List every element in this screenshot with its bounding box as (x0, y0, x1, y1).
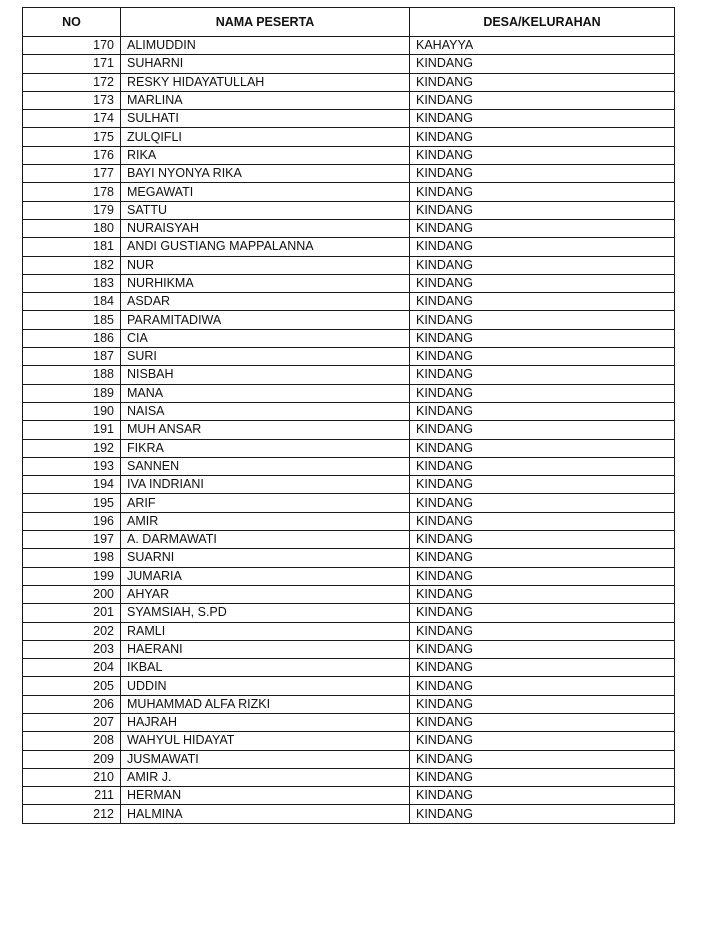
table-header (23, 8, 675, 37)
table-row (23, 531, 675, 549)
participant-name: SULHATI (121, 110, 410, 128)
participant-name: SURI (121, 348, 410, 366)
header-nama-peserta: NAMA PESERTA (121, 8, 410, 37)
village-name: KINDANG (410, 311, 675, 329)
row-number: 203 (23, 640, 121, 658)
row-number: 192 (23, 439, 121, 457)
participant-name: ARIF (121, 494, 410, 512)
participant-name: ANDI GUSTIANG MAPPALANNA (121, 238, 410, 256)
row-number: 207 (23, 713, 121, 731)
participant-name: MEGAWATI (121, 183, 410, 201)
table-row (23, 677, 675, 695)
village-name: KINDANG (410, 256, 675, 274)
village-name: KINDANG (410, 238, 675, 256)
village-name: KINDANG (410, 732, 675, 750)
table-row (23, 787, 675, 805)
table-row (23, 55, 675, 73)
table-row (23, 512, 675, 530)
participant-name: RIKA (121, 146, 410, 164)
village-name: KINDANG (410, 165, 675, 183)
table-row (23, 494, 675, 512)
village-name: KINDANG (410, 787, 675, 805)
table-row (23, 805, 675, 823)
table-row (23, 238, 675, 256)
row-number: 182 (23, 256, 121, 274)
village-name: KINDANG (410, 329, 675, 347)
table-row (23, 128, 675, 146)
table-body (23, 37, 675, 824)
table-row (23, 366, 675, 384)
table-row (23, 183, 675, 201)
participant-name: NURHIKMA (121, 274, 410, 292)
table-row (23, 73, 675, 91)
village-name: KINDANG (410, 366, 675, 384)
village-name: KINDANG (410, 293, 675, 311)
row-number: 173 (23, 91, 121, 109)
participant-name: NURAISYAH (121, 219, 410, 237)
table-row (23, 713, 675, 731)
row-number: 212 (23, 805, 121, 823)
participant-name: MARLINA (121, 91, 410, 109)
participant-name: JUSMAWATI (121, 750, 410, 768)
row-number: 205 (23, 677, 121, 695)
participant-name: UDDIN (121, 677, 410, 695)
table-row (23, 750, 675, 768)
row-number: 171 (23, 55, 121, 73)
participant-name: PARAMITADIWA (121, 311, 410, 329)
participant-name: IKBAL (121, 659, 410, 677)
table-row (23, 274, 675, 292)
village-name: KINDANG (410, 439, 675, 457)
village-name: KINDANG (410, 146, 675, 164)
participant-name: HAERANI (121, 640, 410, 658)
row-number: 194 (23, 476, 121, 494)
village-name: KINDANG (410, 219, 675, 237)
row-number: 175 (23, 128, 121, 146)
village-name: KINDANG (410, 640, 675, 658)
table-row (23, 329, 675, 347)
table-row (23, 585, 675, 603)
village-name: KINDANG (410, 494, 675, 512)
participant-name: BAYI NYONYA RIKA (121, 165, 410, 183)
table-row (23, 37, 675, 55)
table-row (23, 439, 675, 457)
participant-name: SUHARNI (121, 55, 410, 73)
row-number: 208 (23, 732, 121, 750)
row-number: 172 (23, 73, 121, 91)
participant-name: HALMINA (121, 805, 410, 823)
village-name: KINDANG (410, 476, 675, 494)
table-row (23, 695, 675, 713)
row-number: 176 (23, 146, 121, 164)
row-number: 180 (23, 219, 121, 237)
village-name: KINDANG (410, 531, 675, 549)
participant-name: JUMARIA (121, 567, 410, 585)
row-number: 202 (23, 622, 121, 640)
table-row (23, 622, 675, 640)
village-name: KINDANG (410, 512, 675, 530)
village-name: KINDANG (410, 128, 675, 146)
table-row (23, 421, 675, 439)
row-number: 190 (23, 402, 121, 420)
participant-table (22, 7, 675, 824)
table-row (23, 640, 675, 658)
village-name: KINDANG (410, 91, 675, 109)
row-number: 201 (23, 604, 121, 622)
village-name: KINDANG (410, 110, 675, 128)
participant-name: CIA (121, 329, 410, 347)
participant-name: SUARNI (121, 549, 410, 567)
participant-name: MUHAMMAD ALFA RIZKI (121, 695, 410, 713)
village-name: KINDANG (410, 73, 675, 91)
table-row (23, 768, 675, 786)
header-row (23, 8, 675, 37)
village-name: KINDANG (410, 695, 675, 713)
participant-name: MUH ANSAR (121, 421, 410, 439)
row-number: 170 (23, 37, 121, 55)
table-row (23, 201, 675, 219)
participant-name: SYAMSIAH, S.PD (121, 604, 410, 622)
row-number: 206 (23, 695, 121, 713)
participant-name: AMIR J. (121, 768, 410, 786)
participant-name: RESKY HIDAYATULLAH (121, 73, 410, 91)
participant-name: AMIR (121, 512, 410, 530)
table-row (23, 219, 675, 237)
participant-name: FIKRA (121, 439, 410, 457)
row-number: 174 (23, 110, 121, 128)
participant-name: NISBAH (121, 366, 410, 384)
table-row (23, 348, 675, 366)
participant-name: RAMLI (121, 622, 410, 640)
row-number: 193 (23, 457, 121, 475)
village-name: KINDANG (410, 677, 675, 695)
village-name: KINDANG (410, 805, 675, 823)
table-row (23, 110, 675, 128)
table-row (23, 457, 675, 475)
header-no: NO (23, 8, 121, 37)
table-row (23, 402, 675, 420)
row-number: 195 (23, 494, 121, 512)
village-name: KINDANG (410, 201, 675, 219)
table-row (23, 567, 675, 585)
village-name: KINDANG (410, 659, 675, 677)
participant-name: NAISA (121, 402, 410, 420)
participant-name: MANA (121, 384, 410, 402)
village-name: KINDANG (410, 567, 675, 585)
header-desa-kelurahan: DESA/KELURAHAN (410, 8, 675, 37)
participant-name: A. DARMAWATI (121, 531, 410, 549)
village-name: KINDANG (410, 585, 675, 603)
table-row (23, 91, 675, 109)
table-row (23, 165, 675, 183)
table-row (23, 311, 675, 329)
table-row (23, 659, 675, 677)
row-number: 191 (23, 421, 121, 439)
village-name: KINDANG (410, 183, 675, 201)
participant-name: ZULQIFLI (121, 128, 410, 146)
row-number: 199 (23, 567, 121, 585)
row-number: 181 (23, 238, 121, 256)
village-name: KAHAYYA (410, 37, 675, 55)
village-name: KINDANG (410, 604, 675, 622)
participant-name: ALIMUDDIN (121, 37, 410, 55)
table-row (23, 732, 675, 750)
row-number: 179 (23, 201, 121, 219)
village-name: KINDANG (410, 622, 675, 640)
row-number: 188 (23, 366, 121, 384)
row-number: 211 (23, 787, 121, 805)
participant-name: SANNEN (121, 457, 410, 475)
village-name: KINDANG (410, 713, 675, 731)
participant-name: NUR (121, 256, 410, 274)
row-number: 177 (23, 165, 121, 183)
participant-name: WAHYUL HIDAYAT (121, 732, 410, 750)
village-name: KINDANG (410, 55, 675, 73)
village-name: KINDANG (410, 402, 675, 420)
table-row (23, 256, 675, 274)
participant-name: ASDAR (121, 293, 410, 311)
village-name: KINDANG (410, 549, 675, 567)
village-name: KINDANG (410, 274, 675, 292)
table-row (23, 549, 675, 567)
row-number: 210 (23, 768, 121, 786)
row-number: 183 (23, 274, 121, 292)
row-number: 185 (23, 311, 121, 329)
row-number: 186 (23, 329, 121, 347)
row-number: 204 (23, 659, 121, 677)
table-row (23, 384, 675, 402)
row-number: 187 (23, 348, 121, 366)
participant-name: SATTU (121, 201, 410, 219)
row-number: 189 (23, 384, 121, 402)
row-number: 197 (23, 531, 121, 549)
table-row (23, 146, 675, 164)
row-number: 209 (23, 750, 121, 768)
participant-name: AHYAR (121, 585, 410, 603)
row-number: 196 (23, 512, 121, 530)
participant-name: IVA INDRIANI (121, 476, 410, 494)
village-name: KINDANG (410, 348, 675, 366)
table-row (23, 293, 675, 311)
village-name: KINDANG (410, 457, 675, 475)
row-number: 178 (23, 183, 121, 201)
row-number: 184 (23, 293, 121, 311)
village-name: KINDANG (410, 768, 675, 786)
village-name: KINDANG (410, 421, 675, 439)
row-number: 198 (23, 549, 121, 567)
village-name: KINDANG (410, 750, 675, 768)
table-row (23, 604, 675, 622)
participant-name: HAJRAH (121, 713, 410, 731)
village-name: KINDANG (410, 384, 675, 402)
row-number: 200 (23, 585, 121, 603)
table-row (23, 476, 675, 494)
participant-name: HERMAN (121, 787, 410, 805)
